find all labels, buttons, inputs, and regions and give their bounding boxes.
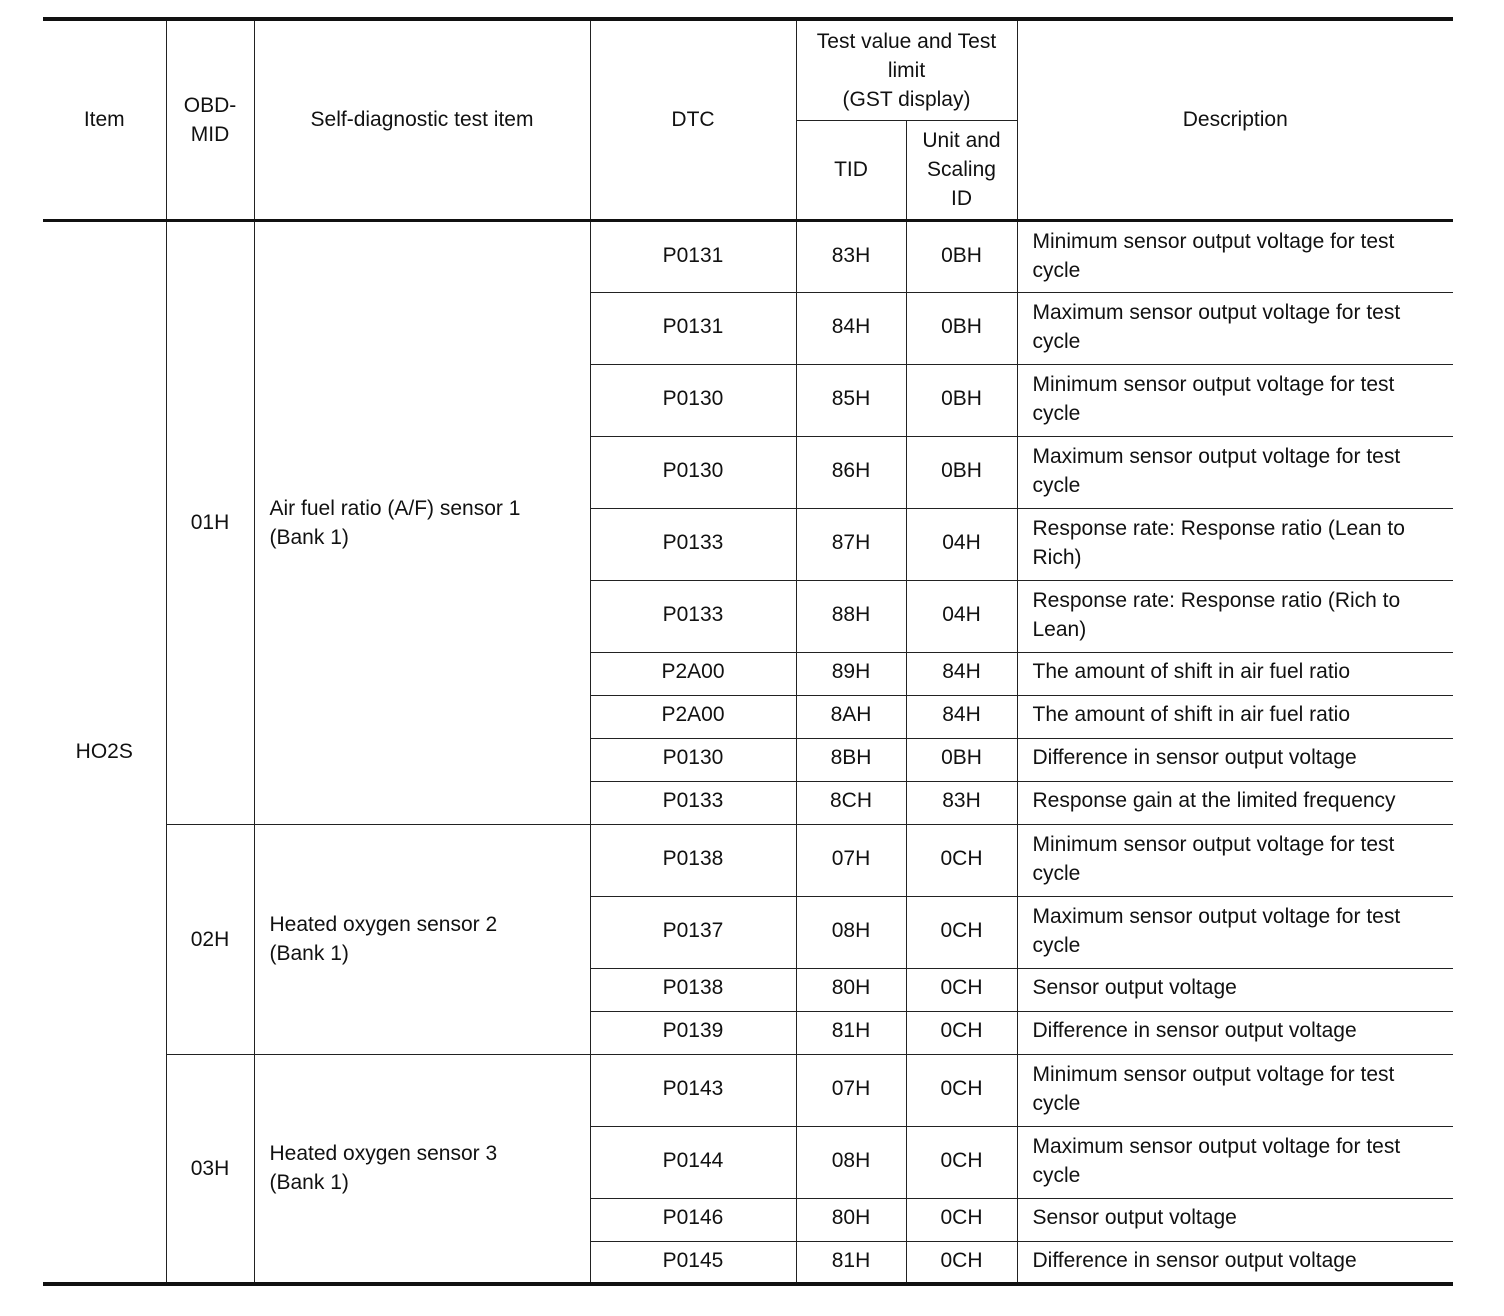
tid-cell: 88H <box>796 580 906 652</box>
description-cell: Sensor output voltage <box>1017 1198 1453 1241</box>
unit-scaling-id-cell: 0CH <box>906 1241 1017 1284</box>
unit-scaling-id-cell: 0BH <box>906 220 1017 292</box>
tid-cell: 81H <box>796 1241 906 1284</box>
self-diagnostic-test-item-cell: Heated oxygen sensor 2 (Bank 1) <box>254 824 590 1054</box>
self-diagnostic-test-item-cell: Heated oxygen sensor 3 (Bank 1) <box>254 1054 590 1284</box>
description-cell: Difference in sensor output voltage <box>1017 738 1453 781</box>
obd-mid-table <box>43 17 1453 1286</box>
unit-scaling-id-cell: 04H <box>906 580 1017 652</box>
tid-cell: 86H <box>796 436 906 508</box>
dtc-cell: P0133 <box>590 781 796 824</box>
dtc-cell: P0131 <box>590 292 796 364</box>
tid-cell: 08H <box>796 896 906 968</box>
unit-scaling-id-cell: 84H <box>906 695 1017 738</box>
description-cell: Minimum sensor output voltage for test cycle <box>1017 1054 1453 1126</box>
tid-cell: 80H <box>796 1198 906 1241</box>
dtc-cell: P0138 <box>590 824 796 896</box>
dtc-cell: P0145 <box>590 1241 796 1284</box>
obd-mid-cell: 01H <box>166 220 254 824</box>
unit-scaling-id-cell: 0BH <box>906 436 1017 508</box>
obd-mid-cell: 02H <box>166 824 254 1054</box>
description-cell: Minimum sensor output voltage for test cycle <box>1017 364 1453 436</box>
dtc-cell: P0133 <box>590 580 796 652</box>
obd-mid-cell: 03H <box>166 1054 254 1284</box>
tid-cell: 83H <box>796 220 906 292</box>
tid-cell: 8BH <box>796 738 906 781</box>
description-cell: Minimum sensor output voltage for test cycle <box>1017 220 1453 292</box>
dtc-cell: P2A00 <box>590 695 796 738</box>
description-cell: Sensor output voltage <box>1017 968 1453 1011</box>
unit-scaling-id-cell: 0CH <box>906 1054 1017 1126</box>
unit-scaling-id-cell: 0CH <box>906 1011 1017 1054</box>
dtc-cell: P0131 <box>590 220 796 292</box>
unit-scaling-id-cell: 0CH <box>906 968 1017 1011</box>
table-row <box>43 824 1453 896</box>
dtc-cell: P0137 <box>590 896 796 968</box>
dtc-cell: P0130 <box>590 738 796 781</box>
unit-scaling-id-cell: 0BH <box>906 738 1017 781</box>
tid-cell: 81H <box>796 1011 906 1054</box>
dtc-cell: P0130 <box>590 436 796 508</box>
tid-cell: 8AH <box>796 695 906 738</box>
description-cell: Difference in sensor output voltage <box>1017 1011 1453 1054</box>
description-cell: Maximum sensor output voltage for test cycle <box>1017 436 1453 508</box>
description-cell: Difference in sensor output voltage <box>1017 1241 1453 1284</box>
description-cell: Response rate: Response ratio (Rich to Lean) <box>1017 580 1453 652</box>
description-cell: Maximum sensor output voltage for test cycle <box>1017 896 1453 968</box>
table-row <box>43 1054 1453 1126</box>
header-tid: TID <box>796 120 906 220</box>
self-diagnostic-test-item-cell: Air fuel ratio (A/F) sensor 1 (Bank 1) <box>254 220 590 824</box>
tid-cell: 8CH <box>796 781 906 824</box>
unit-scaling-id-cell: 0CH <box>906 824 1017 896</box>
unit-scaling-id-cell: 0BH <box>906 292 1017 364</box>
header-obd-mid: OBD- MID <box>166 19 254 220</box>
header-dtc: DTC <box>590 19 796 220</box>
description-cell: Maximum sensor output voltage for test cycle <box>1017 1126 1453 1198</box>
unit-scaling-id-cell: 84H <box>906 652 1017 695</box>
unit-scaling-id-cell: 0CH <box>906 1126 1017 1198</box>
tid-cell: 07H <box>796 824 906 896</box>
tid-cell: 84H <box>796 292 906 364</box>
dtc-cell: P0143 <box>590 1054 796 1126</box>
description-cell: Maximum sensor output voltage for test cycle <box>1017 292 1453 364</box>
dtc-cell: P2A00 <box>590 652 796 695</box>
unit-scaling-id-cell: 83H <box>906 781 1017 824</box>
table-row <box>43 220 1453 292</box>
unit-scaling-id-cell: 0CH <box>906 1198 1017 1241</box>
description-cell: Response rate: Response ratio (Lean to Rich) <box>1017 508 1453 580</box>
header-self-diagnostic-test-item: Self-diagnostic test item <box>254 19 590 220</box>
item-cell: HO2S <box>43 220 166 1284</box>
description-cell: Minimum sensor output voltage for test cycle <box>1017 824 1453 896</box>
header-description: Description <box>1017 19 1453 220</box>
description-cell: Response gain at the limited frequency <box>1017 781 1453 824</box>
header-item: Item <box>43 19 166 220</box>
dtc-cell: P0138 <box>590 968 796 1011</box>
dtc-cell: P0139 <box>590 1011 796 1054</box>
tid-cell: 89H <box>796 652 906 695</box>
unit-scaling-id-cell: 04H <box>906 508 1017 580</box>
tid-cell: 85H <box>796 364 906 436</box>
unit-scaling-id-cell: 0BH <box>906 364 1017 436</box>
unit-scaling-id-cell: 0CH <box>906 896 1017 968</box>
dtc-cell: P0146 <box>590 1198 796 1241</box>
tid-cell: 08H <box>796 1126 906 1198</box>
tid-cell: 87H <box>796 508 906 580</box>
tid-cell: 80H <box>796 968 906 1011</box>
dtc-cell: P0130 <box>590 364 796 436</box>
header-unit-scaling-id: Unit and Scaling ID <box>906 120 1017 220</box>
description-cell: The amount of shift in air fuel ratio <box>1017 695 1453 738</box>
description-cell: The amount of shift in air fuel ratio <box>1017 652 1453 695</box>
dtc-cell: P0133 <box>590 508 796 580</box>
dtc-cell: P0144 <box>590 1126 796 1198</box>
header-test-value: Test value and Test limit (GST display) <box>796 19 1017 120</box>
tid-cell: 07H <box>796 1054 906 1126</box>
